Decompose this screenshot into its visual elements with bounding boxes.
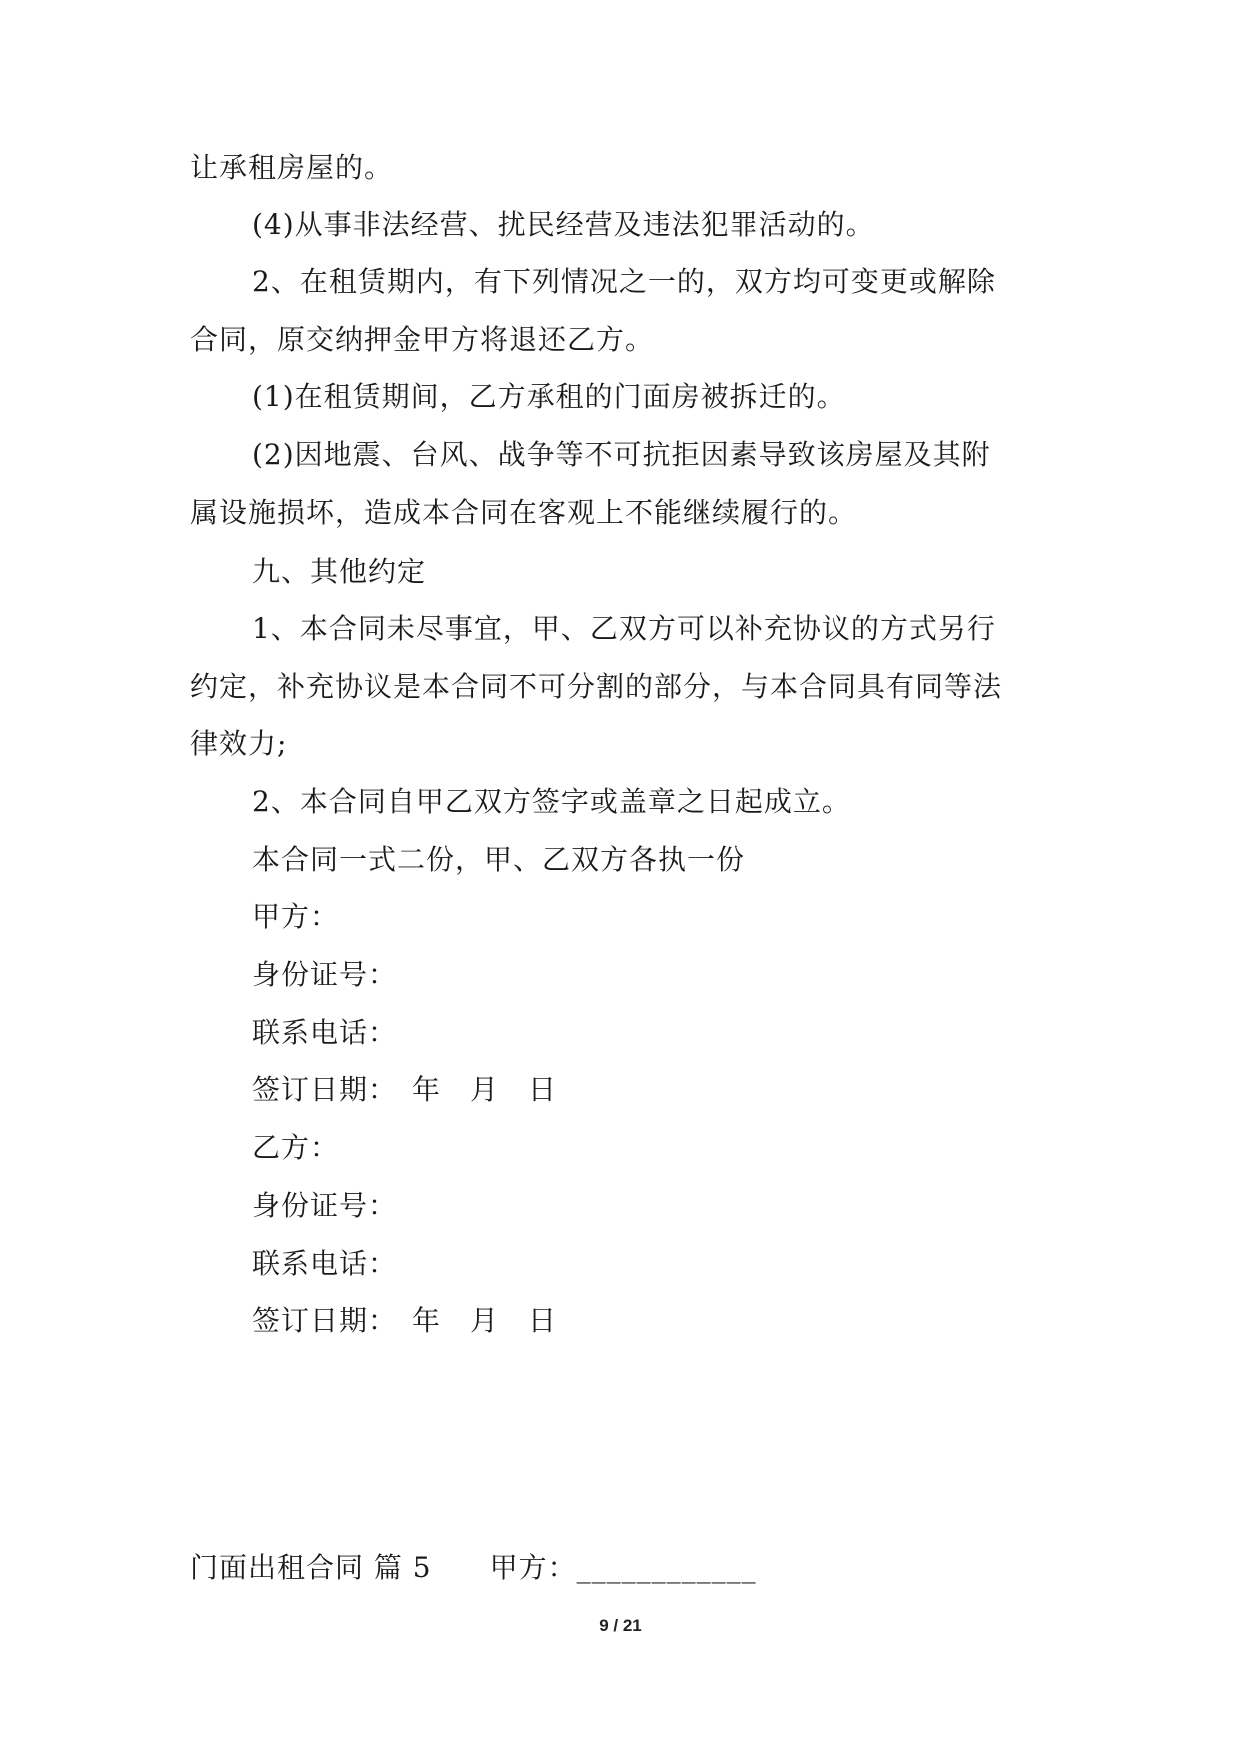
- party-b-phone-label: 联系电话：: [252, 1247, 398, 1280]
- page-number: 9 / 21: [599, 1616, 642, 1635]
- text-line-6: (2)因地震、台风、战争等不可抗拒因素导致该房屋及其附: [252, 438, 991, 471]
- party-a-label: 甲方：: [252, 900, 340, 933]
- party-a-blank-label: 甲方：____________: [489, 1551, 757, 1584]
- party-a-date-label: 签订日期： 年 月 日: [252, 1073, 558, 1106]
- section-heading: 九、其他约定: [252, 555, 427, 588]
- next-section-line: [190, 1548, 757, 1588]
- party-b-label: 乙方：: [252, 1131, 340, 1164]
- text-line-11: 律效力;: [190, 727, 288, 760]
- text-line-1: 让承租房屋的。: [190, 151, 394, 184]
- text-line-3: 2、在租赁期内，有下列情况之一的，双方均可变更或解除: [252, 265, 996, 298]
- section-title: 门面出租合同 篇 5: [190, 1551, 432, 1584]
- text-line-10: 约定，补充协议是本合同不可分割的部分，与本合同具有同等法: [190, 670, 1003, 703]
- text-line-12: 2、本合同自甲乙双方签字或盖章之日起成立。: [252, 785, 851, 818]
- party-b-date-label: 签订日期： 年 月 日: [252, 1304, 558, 1337]
- text-line-4: 合同，原交纳押金甲方将退还乙方。: [190, 323, 655, 356]
- text-line-13: 本合同一式二份，甲、乙双方各执一份: [252, 843, 746, 876]
- text-line-2: (4)从事非法经营、扰民经营及违法犯罪活动的。: [252, 208, 875, 241]
- party-a-id-label: 身份证号：: [252, 958, 398, 991]
- text-line-9: 1、本合同未尽事宜，甲、乙双方可以补充协议的方式另行: [252, 612, 996, 645]
- party-b-id-label: 身份证号：: [252, 1189, 398, 1222]
- text-line-7: 属设施损坏，造成本合同在客观上不能继续履行的。: [190, 496, 858, 529]
- party-a-phone-label: 联系电话：: [252, 1016, 398, 1049]
- text-line-5: (1)在租赁期间，乙方承租的门面房被拆迁的。: [252, 380, 846, 413]
